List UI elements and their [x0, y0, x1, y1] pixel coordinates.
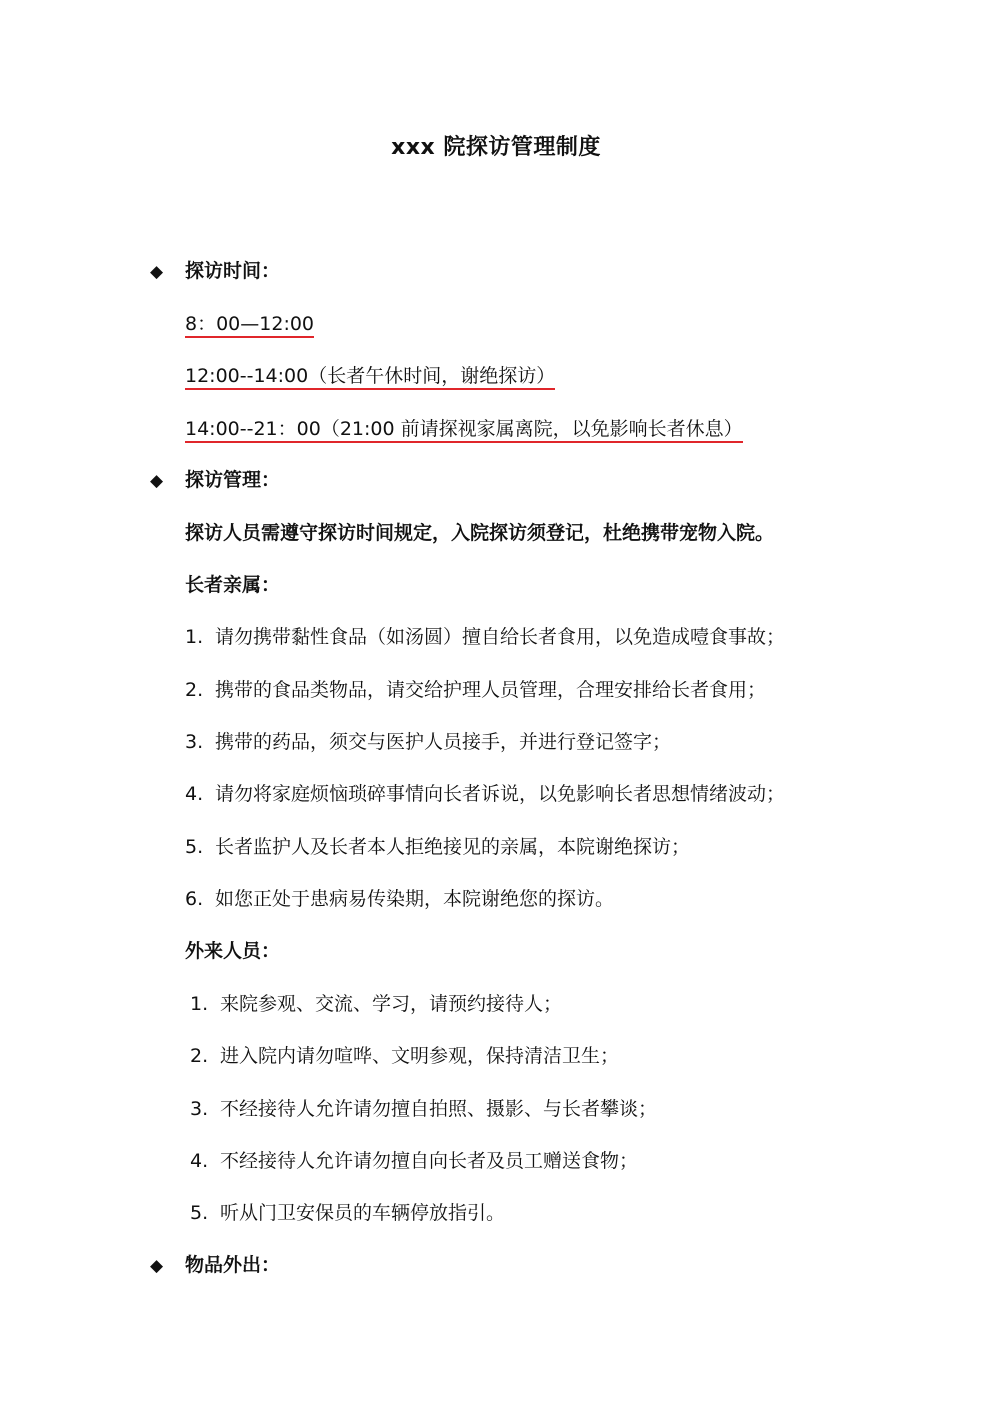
list-item [190, 1200, 505, 1226]
list-item-number: 1. [185, 626, 204, 648]
list-item [185, 834, 690, 860]
list-item-number: 3. [190, 1098, 209, 1120]
section-heading-visit-management: 探访管理： [185, 469, 281, 491]
list-item [185, 729, 671, 755]
diamond-bullet-icon: ◆ [150, 262, 164, 282]
list-item-text: 请勿将家庭烦恼琐碎事情向长者诉说，以免影响长者思想情绪波动； [215, 783, 786, 805]
list-item-number: 6. [185, 888, 204, 910]
visit-time-text: 14:00--21：00（21:00 前请探视家属离院，以免影响长者休息） [185, 418, 743, 443]
list-item-number: 2. [185, 679, 204, 701]
visit-time-text: 12:00--14:00（长者午休时间，谢绝探访） [185, 365, 555, 390]
list-item-text: 长者监护人及长者本人拒绝接见的亲属，本院谢绝探访； [215, 836, 691, 858]
list-item [190, 1148, 638, 1174]
document-title: xxx 院探访管理制度 [391, 135, 601, 160]
list-item [190, 991, 562, 1017]
list-item-number: 5. [185, 836, 204, 858]
list-item-number: 2. [190, 1045, 209, 1067]
list-item [190, 1043, 619, 1069]
list-item-text: 来院参观、交流、学习，请预约接待人； [220, 993, 563, 1015]
visit-time-line [185, 311, 314, 337]
visit-time-text: 8：00—12:00 [185, 313, 314, 338]
diamond-bullet-icon: ◆ [150, 471, 164, 491]
visit-management-intro: 探访人员需遵守探访时间规定，入院探访须登记，杜绝携带宠物入院。 [185, 522, 775, 544]
list-item [190, 1096, 657, 1122]
list-item-text: 携带的药品，须交与医护人员接手，并进行登记签字； [215, 731, 672, 753]
list-item-text: 请勿携带黏性食品（如汤圆）擅自给长者食用，以免造成噎食事故； [215, 626, 786, 648]
list-item-text: 进入院内请勿喧哗、文明参观，保持清洁卫生； [220, 1045, 620, 1067]
list-item-text: 不经接待人允许请勿擅自拍照、摄影、与长者攀谈； [220, 1098, 658, 1120]
outsiders-label: 外来人员： [185, 940, 281, 962]
list-item-text: 听从门卫安保员的车辆停放指引。 [220, 1202, 506, 1224]
list-item-number: 3. [185, 731, 204, 753]
section-heading-visit-time: 探访时间： [185, 260, 281, 282]
relatives-label: 长者亲属： [185, 574, 281, 596]
list-item-number: 1. [190, 993, 209, 1015]
list-item-number: 5. [190, 1202, 209, 1224]
list-item-text: 如您正处于患病易传染期，本院谢绝您的探访。 [215, 888, 615, 910]
list-item-text: 不经接待人允许请勿擅自向长者及员工赠送食物； [220, 1150, 639, 1172]
list-item-number: 4. [185, 783, 204, 805]
visit-time-line [185, 363, 555, 389]
list-item [185, 624, 785, 650]
list-item [185, 677, 766, 703]
section-heading-items-out: 物品外出： [185, 1254, 281, 1276]
list-item-text: 携带的食品类物品，请交给护理人员管理，合理安排给长者食用； [215, 679, 767, 701]
list-item-number: 4. [190, 1150, 209, 1172]
list-item [185, 781, 785, 807]
visit-time-line [185, 416, 743, 442]
list-item [185, 886, 614, 912]
diamond-bullet-icon: ◆ [150, 1256, 164, 1276]
